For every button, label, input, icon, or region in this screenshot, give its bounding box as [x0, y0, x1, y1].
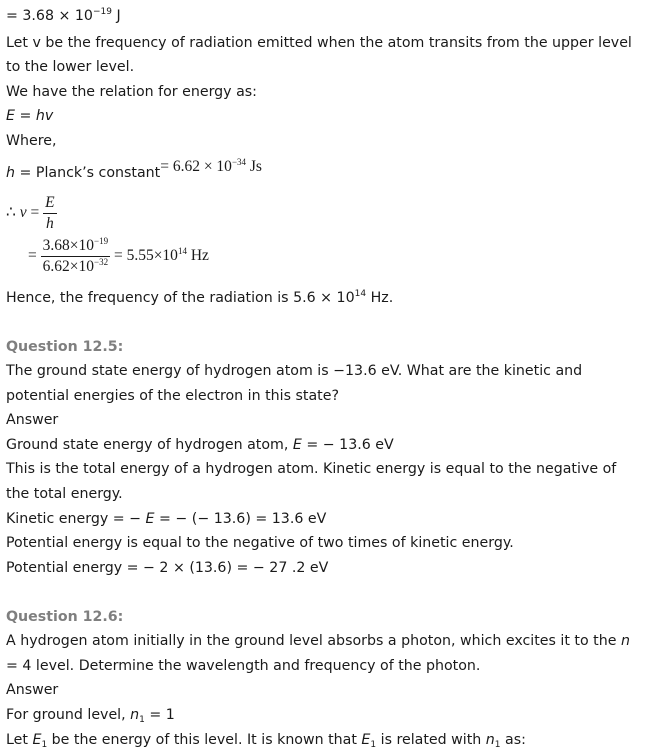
answer-label: Answer	[6, 682, 59, 698]
planck-constant-line: h = Planck’s constant= $6.62 \times 10^{-34}$ Js	[6, 157, 262, 181]
paragraph-line: For ground level, $n_1 = 1$	[6, 707, 175, 725]
paragraph-line: to the lower level.	[6, 59, 135, 75]
paragraph-line: Let v be the frequency of radiation emitted when the atom transits from the upper level	[6, 35, 632, 51]
paragraph-line: Let $E_1$ be the energy of this level. It is known that $E_1$ is related with $n_1$ as:	[6, 732, 526, 750]
answer-label: Answer	[6, 412, 59, 428]
paragraph-line: Kinetic energy = − E = − (− 13.6) = 13.6 eV	[6, 511, 327, 527]
paragraph-line: The ground state energy of hydrogen atom is −13.6 eV. What are the kinetic and	[6, 363, 583, 379]
energy-result-line: = $3.68 \times 10^{-19}$ J	[6, 7, 121, 24]
paragraph-line: Potential energy is equal to the negative of two times of kinetic energy.	[6, 535, 514, 551]
frequency-calculation: = $\frac{3.68\times 10^{-19}}{6.62\times 10^{-32}}$ = $5.55\times 10^{14}$ Hz	[28, 236, 209, 275]
paragraph-line: Potential energy = − 2 × (13.6) = − 27 .2 eV	[6, 560, 329, 576]
paragraph-line: potential energies of the electron in this state?	[6, 388, 339, 404]
conclusion-line: Hence, the frequency of the radiation is $5.6 \times 10^{14}$ Hz.	[6, 289, 394, 306]
question-title: Question 12.6:	[6, 609, 124, 625]
paragraph-line: A hydrogen atom initially in the ground level absorbs a photon, which excites it to the n	[6, 633, 630, 649]
paragraph-line: We have the relation for energy as:	[6, 84, 257, 100]
paragraph-line: This is the total energy of a hydrogen atom. Kinetic energy is equal to the negative of	[6, 461, 617, 477]
fraction-e-over-h: $\frac{E}{h}$	[45, 194, 55, 232]
paragraph-line: = 4 level. Determine the wavelength and frequency of the photon.	[6, 658, 481, 674]
equation-e-hv: E = hv	[6, 108, 54, 124]
fraction-calculation: $\frac{3.68\times 10^{-19}}{6.62\times 10^{-32}}$	[42, 236, 109, 275]
question-title: Question 12.5:	[6, 339, 124, 355]
paragraph-line: the total energy.	[6, 486, 123, 502]
paragraph-line: Where,	[6, 133, 57, 149]
paragraph-line: Ground state energy of hydrogen atom, E = − 13.6 eV	[6, 437, 394, 453]
frequency-formula: ∴ v = $\frac{E}{h}$	[6, 194, 55, 232]
